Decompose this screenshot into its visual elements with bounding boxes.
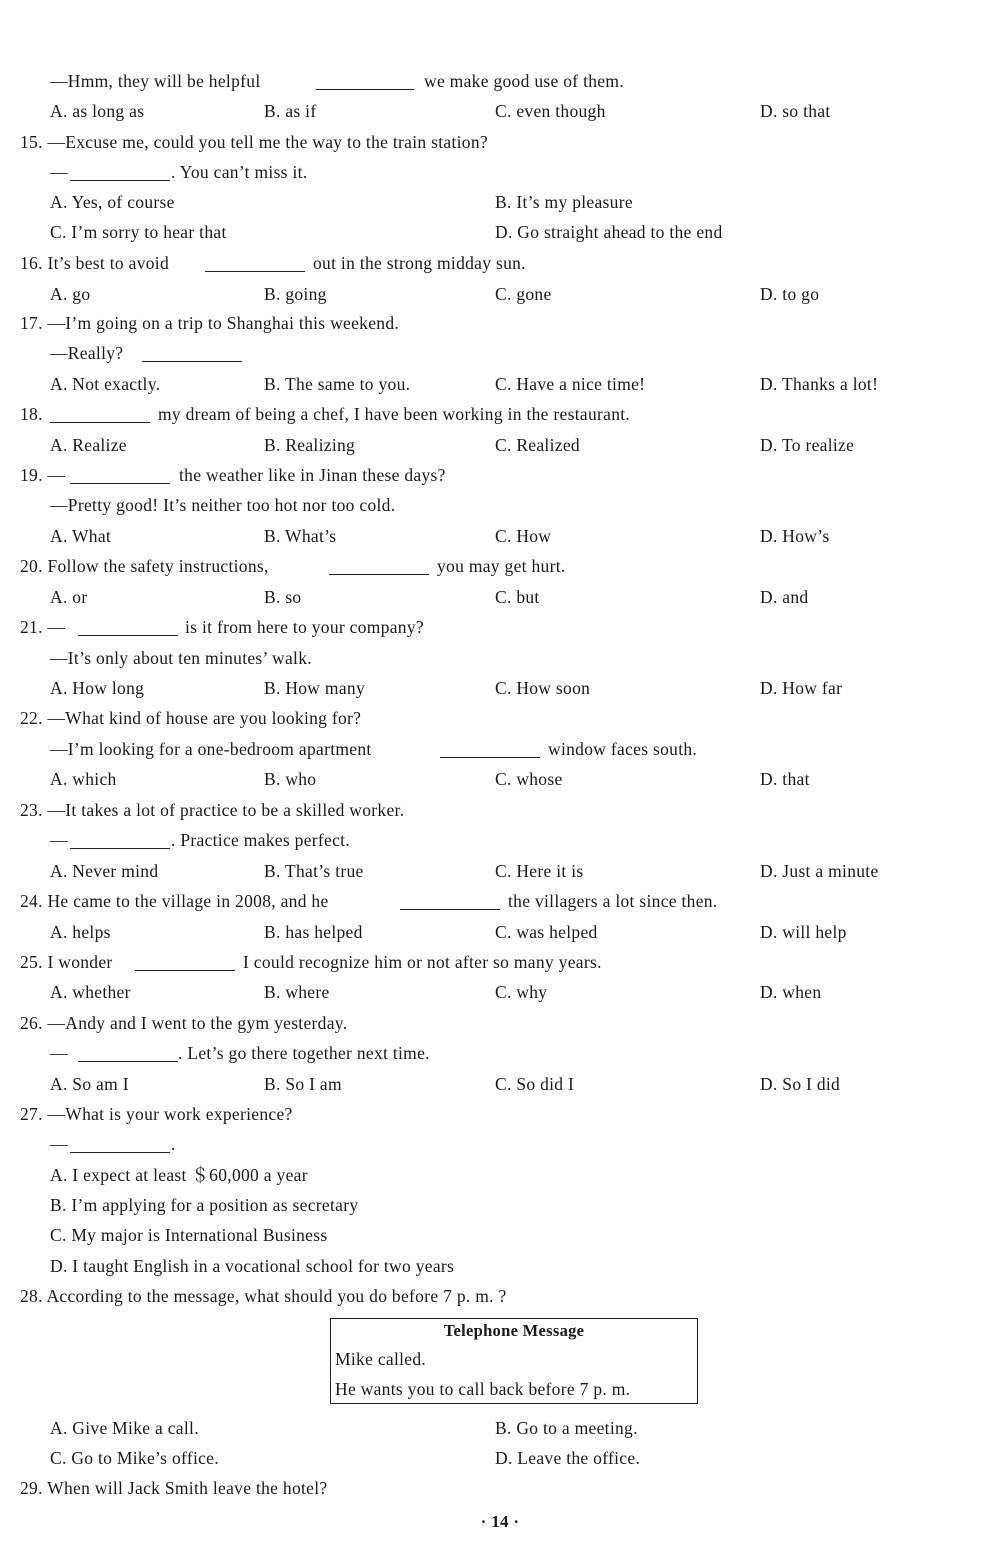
q18-options	[0, 430, 1000, 460]
option-a: A. or	[50, 587, 88, 607]
q24-stem: 24. He came to the village in 2008, and he the villagers a lot since then.	[0, 886, 1000, 916]
option-c: C. why	[495, 982, 548, 1002]
answer-blank	[142, 338, 242, 368]
q25-stem: 25. I wonder I could recognize him or not after so many years.	[0, 947, 1000, 977]
option-d: D. will help	[760, 922, 847, 942]
option-d: D. How’s	[760, 526, 830, 546]
option-d: D. to go	[760, 284, 820, 304]
option-c: C. gone	[495, 284, 552, 304]
option-d: D. Leave the office.	[495, 1448, 641, 1468]
q21-stem: 21. — is it from here to your company?	[0, 612, 1000, 642]
option-a: A. What	[50, 526, 112, 546]
option-c: C. So did I	[495, 1074, 575, 1094]
option-b: B. Go to a meeting.	[495, 1418, 638, 1438]
q28-options-2	[0, 1443, 1000, 1473]
option-b: B. So I am	[264, 1074, 342, 1094]
option-a: A. Never mind	[50, 861, 159, 881]
q19-options	[0, 521, 1000, 551]
q14-text-a: —Hmm, they will be helpful	[50, 71, 261, 91]
q27-reply: — .	[0, 1129, 1000, 1159]
option-a: A. Realize	[50, 435, 127, 455]
q15-options-1	[0, 187, 1000, 217]
option-c: C. but	[495, 587, 540, 607]
q28-options-1	[0, 1413, 1000, 1443]
answer-blank	[70, 825, 170, 855]
option-a: A. So am I	[50, 1074, 129, 1094]
q15-stem: 15. —Excuse me, could you tell me the way to the train station?	[20, 132, 488, 152]
option-d: D. Thanks a lot!	[760, 374, 879, 394]
q26-reply: — . Let’s go there together next time.	[0, 1038, 1000, 1068]
option-c: C. Have a nice time!	[495, 374, 646, 394]
q24-options	[0, 917, 1000, 947]
option-b: B. It’s my pleasure	[495, 192, 633, 212]
q14-line	[0, 66, 1000, 96]
option-a: A. How long	[50, 678, 145, 698]
option-b: B. has helped	[264, 922, 363, 942]
q22-options	[0, 764, 1000, 794]
telephone-message-box	[330, 1318, 698, 1404]
q21-options	[0, 673, 1000, 703]
answer-blank	[316, 66, 414, 96]
q17-stem: 17. —I’m going on a trip to Shanghai this weekend.	[20, 313, 400, 333]
q27-option-c: C. My major is International Business	[50, 1225, 328, 1245]
option-d: D. So I did	[760, 1074, 841, 1094]
option-a: A. helps	[50, 922, 111, 942]
q23-options	[0, 856, 1000, 886]
option-b: B. who	[264, 769, 317, 789]
q21-reply: —It’s only about ten minutes’ walk.	[50, 648, 312, 668]
q27-option-a: A. I expect at least ＄60,000 a year	[50, 1165, 308, 1185]
q22-reply: —I’m looking for a one-bedroom apartment window faces south.	[0, 734, 1000, 764]
message-line-1: Mike called.	[335, 1349, 427, 1369]
option-c: C. I’m sorry to hear that	[50, 222, 227, 242]
option-a: A. Give Mike a call.	[50, 1418, 199, 1438]
q19-stem: 19. — the weather like in Jinan these days?	[0, 460, 1000, 490]
q26-options	[0, 1069, 1000, 1099]
q27-stem: 27. —What is your work experience?	[20, 1104, 293, 1124]
q25-options	[0, 977, 1000, 1007]
answer-blank	[78, 612, 178, 642]
option-c: C. How soon	[495, 678, 591, 698]
option-c: C. Realized	[495, 435, 580, 455]
page-number: · 14 ·	[480, 1512, 520, 1531]
q20-options	[0, 582, 1000, 612]
option-c: C. was helped	[495, 922, 598, 942]
option-d: D. How far	[760, 678, 843, 698]
option-b: B. How many	[264, 678, 366, 698]
option-b: B. That’s true	[264, 861, 364, 881]
option-b: B. as if	[264, 101, 317, 121]
message-title: Telephone Message	[443, 1321, 585, 1340]
q15-reply: — . You can’t miss it.	[0, 157, 1000, 187]
option-b: B. The same to you.	[264, 374, 411, 394]
option-d: D. Go straight ahead to the end	[495, 222, 723, 242]
q27-option-d: D. I taught English in a vocational school for two years	[50, 1256, 455, 1276]
option-a: A. Not exactly.	[50, 374, 161, 394]
option-b: B. going	[264, 284, 327, 304]
q23-reply: — . Practice makes perfect.	[0, 825, 1000, 855]
q18-stem: 18. my dream of being a chef, I have been working in the restaurant.	[0, 399, 1000, 429]
answer-blank	[50, 399, 150, 429]
q17-options	[0, 369, 1000, 399]
option-c: C. Go to Mike’s office.	[50, 1448, 219, 1468]
answer-blank	[78, 1038, 178, 1068]
option-b: B. so	[264, 587, 302, 607]
answer-blank	[70, 460, 170, 490]
message-line-2: He wants you to call back before 7 p. m.	[335, 1379, 631, 1399]
option-c: C. whose	[495, 769, 563, 789]
option-a: A. whether	[50, 982, 131, 1002]
answer-blank	[400, 886, 500, 916]
q26-stem: 26. —Andy and I went to the gym yesterday.	[20, 1013, 348, 1033]
option-a: A. as long as	[50, 101, 145, 121]
option-b: B. What’s	[264, 526, 337, 546]
q15-options-2	[0, 217, 1000, 247]
option-c: C. How	[495, 526, 552, 546]
q22-stem: 22. —What kind of house are you looking for?	[20, 708, 362, 728]
option-b: B. Realizing	[264, 435, 356, 455]
q29-stem: 29. When will Jack Smith leave the hotel?	[20, 1478, 328, 1498]
option-d: D. so that	[760, 101, 831, 121]
option-a: A. Yes, of course	[50, 192, 175, 212]
q14-options	[0, 96, 1000, 126]
q27-option-b: B. I’m applying for a position as secretary	[50, 1195, 359, 1215]
answer-blank	[70, 1129, 170, 1159]
q28-stem: 28. According to the message, what should you do before 7 p. m. ?	[20, 1286, 507, 1306]
q16-options	[0, 279, 1000, 309]
q20-stem: 20. Follow the safety instructions, you may get hurt.	[0, 551, 1000, 581]
option-d: D. when	[760, 982, 822, 1002]
option-b: B. where	[264, 982, 330, 1002]
option-c: C. Here it is	[495, 861, 584, 881]
q19-reply: —Pretty good! It’s neither too hot nor too cold.	[50, 495, 396, 515]
answer-blank	[440, 734, 540, 764]
q23-stem: 23. —It takes a lot of practice to be a skilled worker.	[20, 800, 405, 820]
option-a: A. go	[50, 284, 91, 304]
option-d: D. and	[760, 587, 809, 607]
answer-blank	[135, 947, 235, 977]
option-a: A. which	[50, 769, 117, 789]
option-d: D. that	[760, 769, 810, 789]
option-c: C. even though	[495, 101, 606, 121]
option-d: D. To realize	[760, 435, 855, 455]
q14-text-b: we make good use of them.	[424, 71, 624, 91]
q17-reply: —Really?	[0, 338, 1000, 368]
option-d: D. Just a minute	[760, 861, 879, 881]
answer-blank	[329, 551, 429, 581]
q16-stem: 16. It’s best to avoid out in the strong midday sun.	[0, 248, 1000, 278]
answer-blank	[205, 248, 305, 278]
answer-blank	[70, 157, 170, 187]
